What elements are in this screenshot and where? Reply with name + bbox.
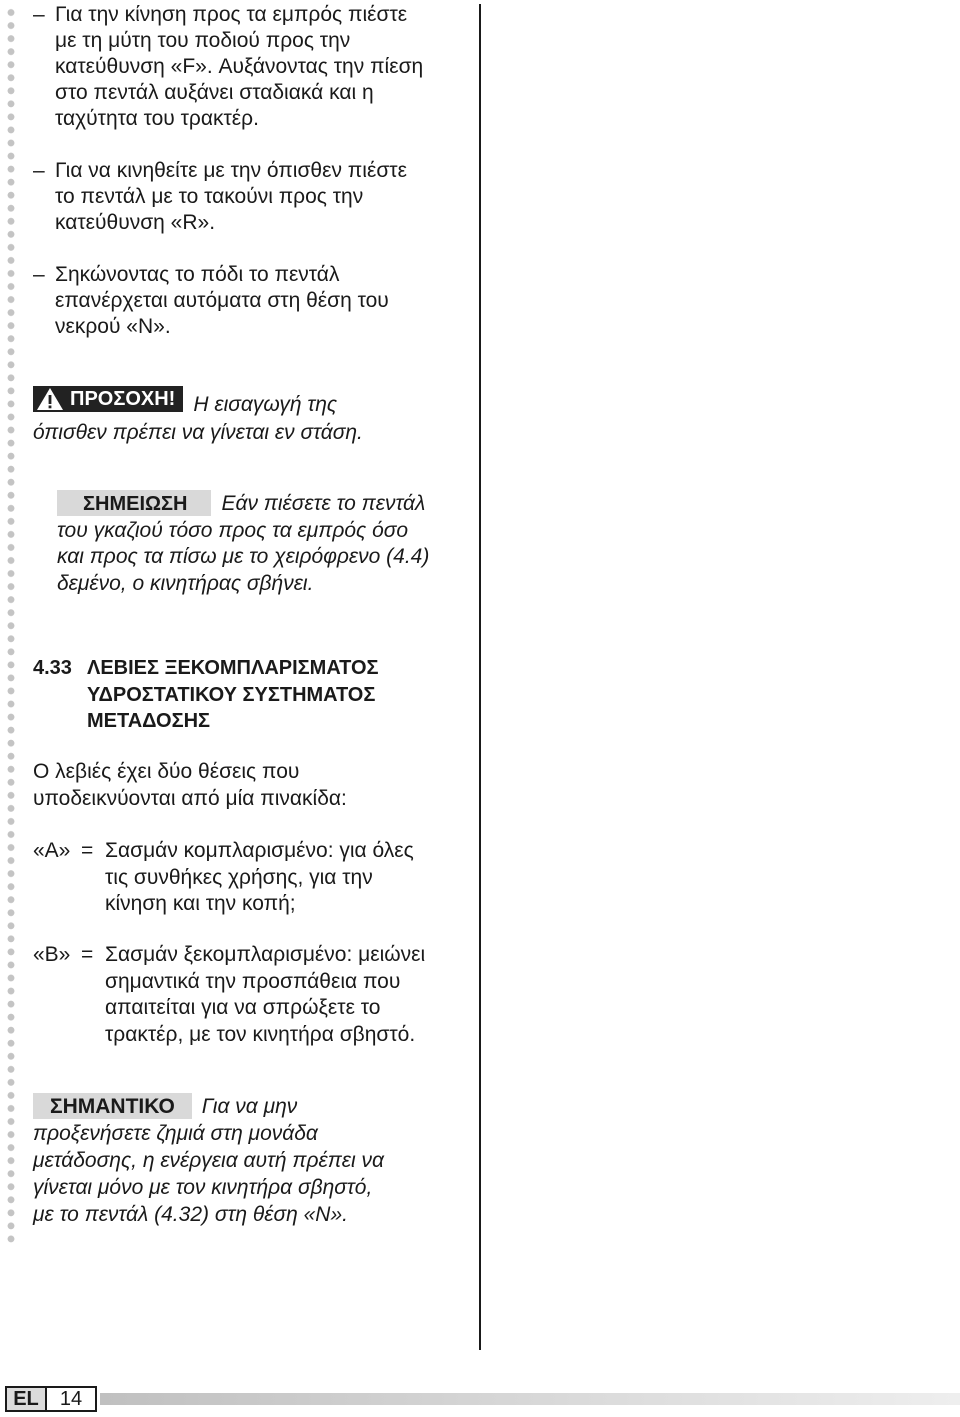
important-line: προξενήσετε ζημιά στη μονάδα bbox=[33, 1122, 318, 1145]
note-first-line bbox=[57, 490, 477, 518]
bullet-list bbox=[33, 2, 473, 340]
warning-text: όπισθεν πρέπει να γίνεται εν στάση. bbox=[33, 421, 363, 444]
warning-triangle-icon bbox=[36, 387, 64, 411]
bullet-dash: – bbox=[33, 3, 45, 26]
footer-gradient-bar bbox=[100, 1393, 960, 1405]
warning-text: Η εισαγωγή της bbox=[193, 393, 338, 416]
definition-equals: = bbox=[81, 839, 94, 862]
important-line: μετάδοσης, η ενέργεια αυτή πρέπει να bbox=[33, 1149, 384, 1172]
page-footer bbox=[5, 1386, 97, 1412]
important-first-line bbox=[33, 1093, 473, 1120]
warning-label bbox=[33, 386, 183, 412]
note-block bbox=[57, 490, 477, 597]
important-block bbox=[33, 1093, 473, 1228]
bullet-line: με τη μύτη του ποδιού προς την bbox=[55, 29, 351, 52]
bullet-line: κατεύθυνση «F». Αυξάνοντας την πίεση bbox=[55, 55, 424, 78]
definition-line: τρακτέρ, με τον κινητήρα σβηστό. bbox=[105, 1022, 416, 1046]
warning-first-line bbox=[33, 386, 473, 418]
intro-paragraph bbox=[33, 759, 473, 812]
margin-dot-strip bbox=[6, 6, 16, 1246]
definition-value bbox=[105, 838, 465, 918]
note-line: και προς τα πίσω με το χειρόφρενο (4.4) bbox=[57, 545, 430, 568]
section-heading bbox=[33, 655, 379, 735]
section-title bbox=[87, 655, 379, 735]
important-label: ΣΗΜΑΝΤΙΚΟ bbox=[33, 1093, 192, 1119]
warning-block bbox=[33, 386, 473, 446]
section-title-line: ΜΕΤΑΔΟΣΗΣ bbox=[87, 710, 211, 732]
warning-label-text: ΠΡΟΣΟΧΗ! bbox=[70, 388, 176, 410]
note-line: του γκαζιού τόσο προς τα εμπρός όσο bbox=[57, 518, 409, 542]
bullet-dash: – bbox=[33, 263, 45, 286]
definition-equals: = bbox=[81, 943, 94, 966]
intro-line: υποδεικνύονται από μία πινακίδα: bbox=[33, 786, 347, 810]
section-title-line: ΥΔΡΟΣΤΑΤΙΚΟΥ ΣΥΣΤΗΜΑΤΟΣ bbox=[87, 683, 376, 706]
definition-line: τις συνθήκες χρήσης, για την bbox=[105, 865, 373, 889]
bullet-line: Για να κινηθείτε με την όπισθεν πιέστε bbox=[55, 159, 407, 182]
bullet-line: επανέρχεται αυτόματα στη θέση του bbox=[55, 289, 389, 312]
page-number: 14 bbox=[47, 1386, 97, 1412]
definition-key: «A» bbox=[33, 839, 71, 862]
definition-line: Σασμάν κομπλαρισμένο: για όλες bbox=[105, 839, 414, 862]
bullet-line: το πεντάλ με το τακούνι προς την bbox=[55, 185, 364, 208]
definition-line: σημαντικά την προσπάθεια που bbox=[105, 969, 401, 993]
bullet-line: νεκρού «N». bbox=[55, 315, 171, 338]
bullet-line: στο πεντάλ αυξάνει σταδιακά και η bbox=[55, 81, 374, 104]
bullet-line: ταχύτητα του τρακτέρ. bbox=[55, 107, 259, 130]
bullet-line: κατεύθυνση «R». bbox=[55, 211, 216, 234]
note-text: Εάν πιέσετε το πεντάλ bbox=[221, 492, 426, 515]
column-divider bbox=[479, 4, 481, 1350]
language-badge: EL bbox=[5, 1386, 47, 1412]
definition-line: Σασμάν ξεκομπλαρισμένο: μειώνει bbox=[105, 943, 426, 966]
bullet-line: Για την κίνηση προς τα εμπρός πιέστε bbox=[55, 3, 408, 26]
important-text: Για να μην bbox=[201, 1095, 298, 1118]
important-line: με το πεντάλ (4.32) στη θέση «N». bbox=[33, 1203, 348, 1226]
important-line: γίνεται μόνο με τον κινητήρα σβηστό, bbox=[33, 1176, 373, 1199]
note-label: ΣΗΜΕΙΩΣΗ bbox=[57, 490, 211, 516]
bullet-line: Σηκώνοντας το πόδι το πεντάλ bbox=[55, 263, 340, 286]
section-number: 4.33 bbox=[33, 657, 72, 679]
bullet-item bbox=[33, 2, 473, 132]
bullet-item bbox=[33, 262, 473, 340]
definition-key: «B» bbox=[33, 943, 71, 966]
note-line: δεμένο, ο κινητήρας σβήνει. bbox=[57, 571, 314, 595]
definition-value bbox=[105, 942, 465, 1048]
section-title-line: ΛΕΒΙΕΣ ΞΕΚΟΜΠΛΑΡΙΣΜΑΤΟΣ bbox=[87, 657, 379, 679]
definition-line: απαιτείται για να σπρώξετε το bbox=[105, 996, 381, 1019]
bullet-dash: – bbox=[33, 159, 45, 182]
intro-line: Ο λεβιές έχει δύο θέσεις που bbox=[33, 760, 300, 783]
definition-line: κίνηση και την κοπή; bbox=[105, 892, 296, 915]
bullet-item bbox=[33, 158, 473, 236]
